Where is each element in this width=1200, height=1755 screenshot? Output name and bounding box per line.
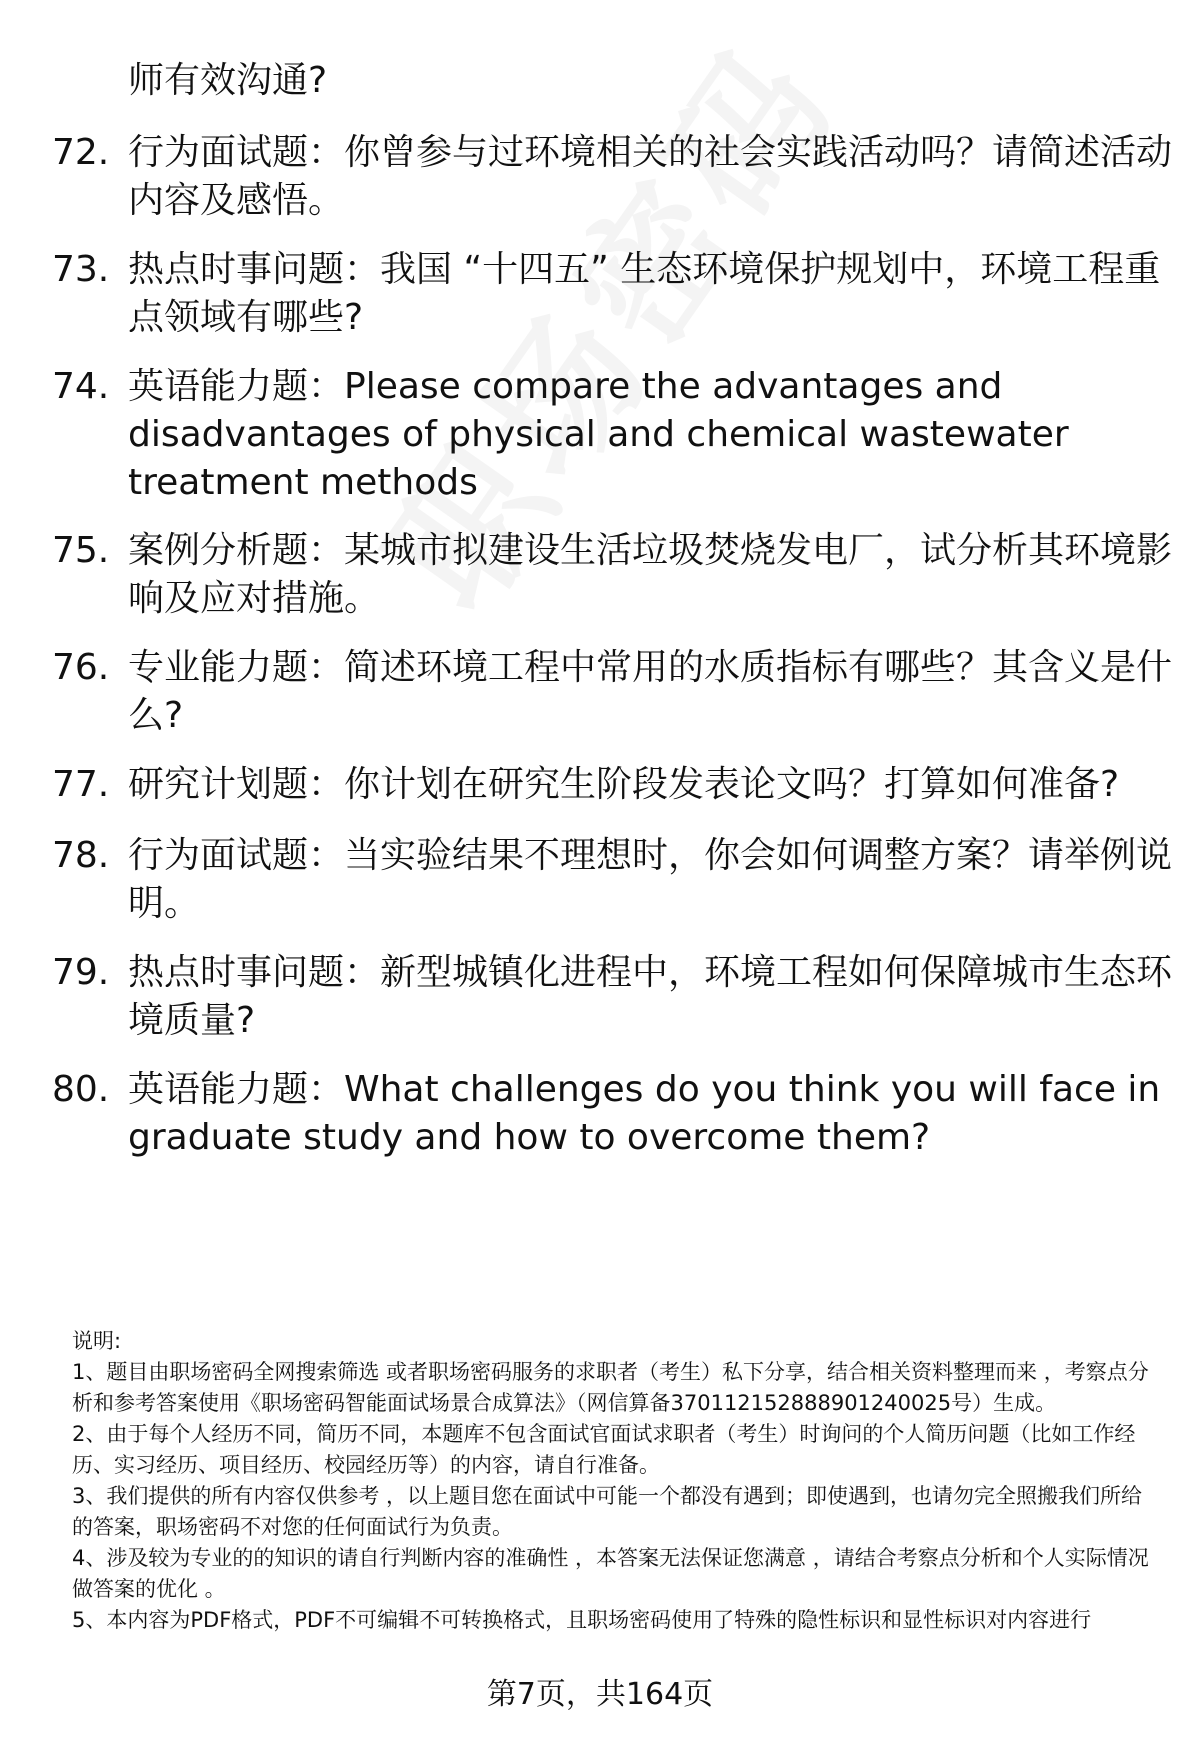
question-continuation xyxy=(52,57,1152,105)
question-76 xyxy=(52,644,1173,740)
question-number: 78. xyxy=(52,835,110,876)
question-text: 行为面试题：你曾参与过环境相关的社会实践活动吗？请简述活动内容及感悟。 xyxy=(128,132,1173,221)
question-80 xyxy=(52,1066,1161,1162)
note-item: 1、题目由职场密码全网搜索筛选 或者职场密码服务的求职者（考生）私下分享，结合相关资料整理而来 ，考察点分析和参考答案使用《职场密码智能面试场景合成算法》（网信算备370112152888901240025号）生成。 xyxy=(72,1360,1149,1415)
question-number: 75. xyxy=(52,530,110,571)
question-number: 72. xyxy=(52,132,110,173)
question-number: 74. xyxy=(52,366,110,407)
question-text: 行为面试题：当实验结果不理想时，你会如何调整方案？请举例说明。 xyxy=(128,835,1173,924)
question-74 xyxy=(52,363,1152,507)
question-77 xyxy=(52,761,1152,809)
question-text: 师有效沟通? xyxy=(128,60,328,101)
question-72 xyxy=(52,129,1173,225)
question-78 xyxy=(52,832,1173,928)
question-75 xyxy=(52,527,1173,623)
question-text: 英语能力题：Please compare the advantages and disadvantages of physical and chemical wastewater treatment methods xyxy=(128,366,1069,503)
question-number: 79. xyxy=(52,952,110,993)
page-number: 第7页，共164页 xyxy=(486,1677,714,1712)
question-73 xyxy=(52,246,1161,342)
question-number: 77. xyxy=(52,764,110,805)
notes-section xyxy=(72,1326,1152,1636)
note-item: 5、本内容为PDF格式，PDF不可编辑不可转换格式，且职场密码使用了特殊的隐性标识和显性标识对内容进行 xyxy=(72,1608,1092,1632)
question-text: 热点时事问题：新型城镇化进程中，环境工程如何保障城市生态环境质量? xyxy=(128,952,1173,1041)
note-item: 4、涉及较为专业的的知识的请自行判断内容的准确性 ，本答案无法保证您满意 ，请结合考察点分析和个人实际情况做答案的优化 。 xyxy=(72,1546,1149,1601)
question-text: 英语能力题：What challenges do you think you will face in graduate study and how to overcome them? xyxy=(128,1069,1161,1158)
question-text: 研究计划题：你计划在研究生阶段发表论文吗？打算如何准备? xyxy=(128,764,1120,805)
question-number: 80. xyxy=(52,1069,110,1110)
question-text: 专业能力题：简述环境工程中常用的水质指标有哪些？其含义是什么? xyxy=(128,647,1173,736)
question-number: 76. xyxy=(52,647,110,688)
question-text: 案例分析题：某城市拟建设生活垃圾焚烧发电厂，试分析其环境影响及应对措施。 xyxy=(128,530,1173,619)
question-79 xyxy=(52,949,1173,1045)
notes-heading: 说明: xyxy=(72,1329,122,1353)
note-item: 2、由于每个人经历不同，简历不同，本题库不包含面试官面试求职者（考生）时询问的个人简历问题（比如工作经历、实习经历、项目经历、校园经历等）的内容，请自行准备。 xyxy=(72,1422,1136,1477)
question-text: 热点时事问题：我国 “十四五” 生态环境保护规划中，环境工程重点领域有哪些? xyxy=(128,249,1161,338)
question-number: 73. xyxy=(52,249,110,290)
note-item: 3、我们提供的所有内容仅供参考 ，以上题目您在面试中可能一个都没有遇到；即使遇到，也请勿完全照搬我们所给的答案，职场密码不对您的任何面试行为负责。 xyxy=(72,1484,1143,1539)
